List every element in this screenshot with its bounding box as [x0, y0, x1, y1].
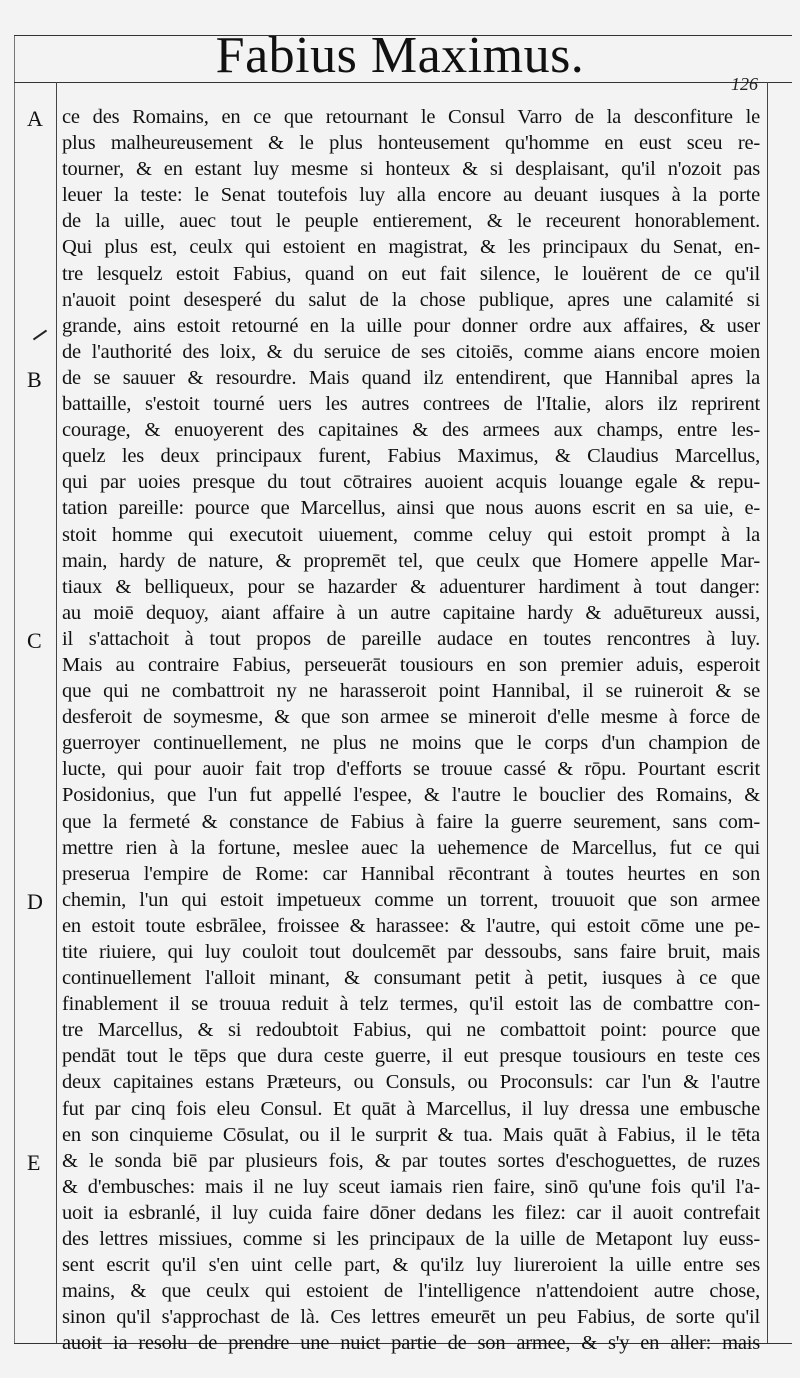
text-line: guerroyer continuellement, ne plus ne moins que le corps d'un champion de: [62, 732, 760, 755]
margin-letter-e: E: [27, 1150, 41, 1175]
right-margin-rule: [767, 82, 768, 1344]
text-line: n'auoit point desesperé du salut de la chose publique, apres une calamité si: [62, 288, 760, 311]
text-line: en estoit toute esbrālee, froissee & harassee: & l'autre, qui estoit cōme une pe-: [62, 914, 760, 937]
text-line: & d'embusches: mais il ne luy sceut iamais rien faire, sinō qu'une fois qu'il l'a-: [62, 1175, 760, 1198]
text-line: quelz les deux principaux furent, Fabius Maximus, & Claudius Marcellus,: [62, 445, 760, 468]
text-line: tre lesquelz estoit Fabius, quand on eut fait silence, le louërent de ce qu'il: [62, 262, 760, 285]
page-edge-rule: [14, 35, 15, 1344]
text-line: Qui plus est, ceulx qui estoient en magistrat, & les principaux du Senat, en-: [62, 236, 760, 259]
text-line: chemin, l'un qui estoit impetueux comme un torrent, trouuoit que son armee: [62, 888, 760, 911]
text-line: tation pareille: pource que Marcellus, ainsi que nous auons escrit en sa uie, e-: [62, 497, 760, 520]
text-line: tre Marcellus, & si redoubtoit Fabius, qui ne combattoit point: pource que: [62, 1019, 760, 1042]
margin-letter-b: B: [27, 367, 42, 392]
text-line: finablement il se trouua reduit à telz termes, qu'il estoit las de combattre con-: [62, 993, 760, 1016]
text-line: des lettres missiues, comme si les principaux de la uille de Metapont luy euss-: [62, 1228, 760, 1251]
text-line: preserua l'empire de Rome: car Hannibal rēcontrant à toutes heurtes en son: [62, 862, 760, 885]
text-line: main, hardy de nature, & propremēt tel, que ceulx que Homere appelle Mar-: [62, 549, 760, 572]
text-line: auoit ia resolu de prendre une nuict partie de son armee, & s'y en aller: mais: [62, 1332, 760, 1355]
text-line: sent escrit qu'il s'en uint celle part, & qu'ilz luy liureroient la uille entre ses: [62, 1254, 760, 1277]
margin-annotation-mark: [33, 330, 47, 341]
text-line: fut par cinq fois eleu Consul. Et quāt à Marcellus, il luy dressa une embusche: [62, 1097, 760, 1120]
text-line: continuellement l'alloit minant, & consumant petit à petit, iusques à ce que: [62, 967, 760, 990]
text-line: en son cinquieme Cōsulat, ou il le surprit & tua. Mais quāt à Fabius, il le tēta: [62, 1123, 760, 1146]
text-line: au moiē dequoy, aiant affaire à un autre capitaine hardy & aduētureux aussi,: [62, 601, 760, 624]
running-title: Fabius Maximus.: [215, 27, 585, 84]
text-line: pendāt tout le tēps que dura ceste guerre, il eut presque tousiours en teste ces: [62, 1045, 760, 1068]
text-line: stoit homme qui executoit uiuement, comme celuy qui estoit prompt à la: [62, 523, 760, 546]
title-frame-rule: [14, 82, 792, 83]
text-line: il s'attachoit à tout propos de pareille audace en toutes rencontres à luy.: [62, 627, 760, 650]
text-line: tite riuiere, qui luy couloit tout doulcemēt par dessoubs, sans faire bruit, mais: [62, 941, 760, 963]
text-line: lucte, qui pour auoir fait trop d'efforts se trouue cassé & rōpu. Pourtant escrit: [62, 758, 760, 781]
text-line: de l'authorité des loix, & du seruice de ses citoiēs, comme aians encore moien: [62, 340, 760, 363]
text-line: tiaux & belliqueux, pour se hazarder & aduenturer hardiment à tout danger:: [62, 575, 760, 598]
text-line: Posidonius, que l'un fut appellé l'espee, & l'autre le bouclier des Romains, &: [62, 784, 760, 807]
text-line: leuer la teste: le Senat toutefois luy alla encore au deuant iusques à la porte: [62, 184, 760, 207]
margin-letter-c: C: [27, 628, 42, 653]
text-line: desferoit de soymesme, & que son armee se mineroit d'elle mesme à force de: [62, 706, 760, 729]
text-line: ce des Romains, en ce que retournant le Consul Varro de la desconfiture le: [62, 106, 760, 128]
text-line: sinon qu'il s'approchast de là. Ces lettres emeurēt un peu Fabius, de sorte qu'il: [62, 1306, 760, 1329]
text-line: tourner, & en estant luy mesme si honteux & si desplaisant, qu'il n'ozoit pas: [62, 158, 760, 181]
text-line: battaille, s'estoit tourné uers les autres contrees de l'Italie, alors ilz reprirent: [62, 393, 760, 416]
text-line: que la fermeté & constance de Fabius à faire la guerre seurement, sans com-: [62, 810, 760, 833]
page-number: 126: [731, 74, 758, 94]
text-line: mettre rien à la fortune, meslee auec la uehemence de Marcellus, fut ce qui: [62, 836, 760, 859]
text-line: de la uille, auec tout le peuple entierement, & le receurent honorablement.: [62, 210, 760, 233]
left-margin-rule: [56, 82, 57, 1344]
text-line: & le sonda biē par plusieurs fois, & par toutes sortes d'eschoguettes, de ruzes: [62, 1149, 760, 1172]
text-line: que qui ne combattroit ny ne harasseroit point Hannibal, il se ruineroit & se: [62, 680, 760, 703]
body-text: [62, 104, 760, 1357]
text-line: deux capitaines estans Præteurs, ou Consuls, ou Proconsuls: car l'un & l'autre: [62, 1071, 760, 1094]
text-line: mains, & que ceulx qui estoient de l'intelligence n'attendoient autre chose,: [62, 1280, 760, 1303]
text-line: uoit ia esbranlé, il luy cuida faire dōner dedans les filez: car il auoit contrefait: [62, 1201, 760, 1224]
margin-letter-a: A: [27, 106, 43, 131]
text-line: plus malheureusement & le plus honteusement qu'homme en eust sceu re-: [62, 132, 760, 155]
text-line: qui par uoies presque du tout cōtraires auoient acquis louange egale & repu-: [62, 471, 760, 494]
text-line: grande, ains estoit retourné en la uille pour donner ordre aux affaires, & user: [62, 314, 760, 337]
text-line: Mais au contraire Fabius, perseuerāt tousiours en son premier aduis, esperoit: [62, 653, 760, 676]
text-line: courage, & enuoyerent des capitaines & des armees aux champs, entre les-: [62, 419, 760, 442]
margin-letter-d: D: [27, 889, 43, 914]
text-line: de se sauuer & resourdre. Mais quand ilz entendirent, que Hannibal apres la: [62, 366, 760, 389]
